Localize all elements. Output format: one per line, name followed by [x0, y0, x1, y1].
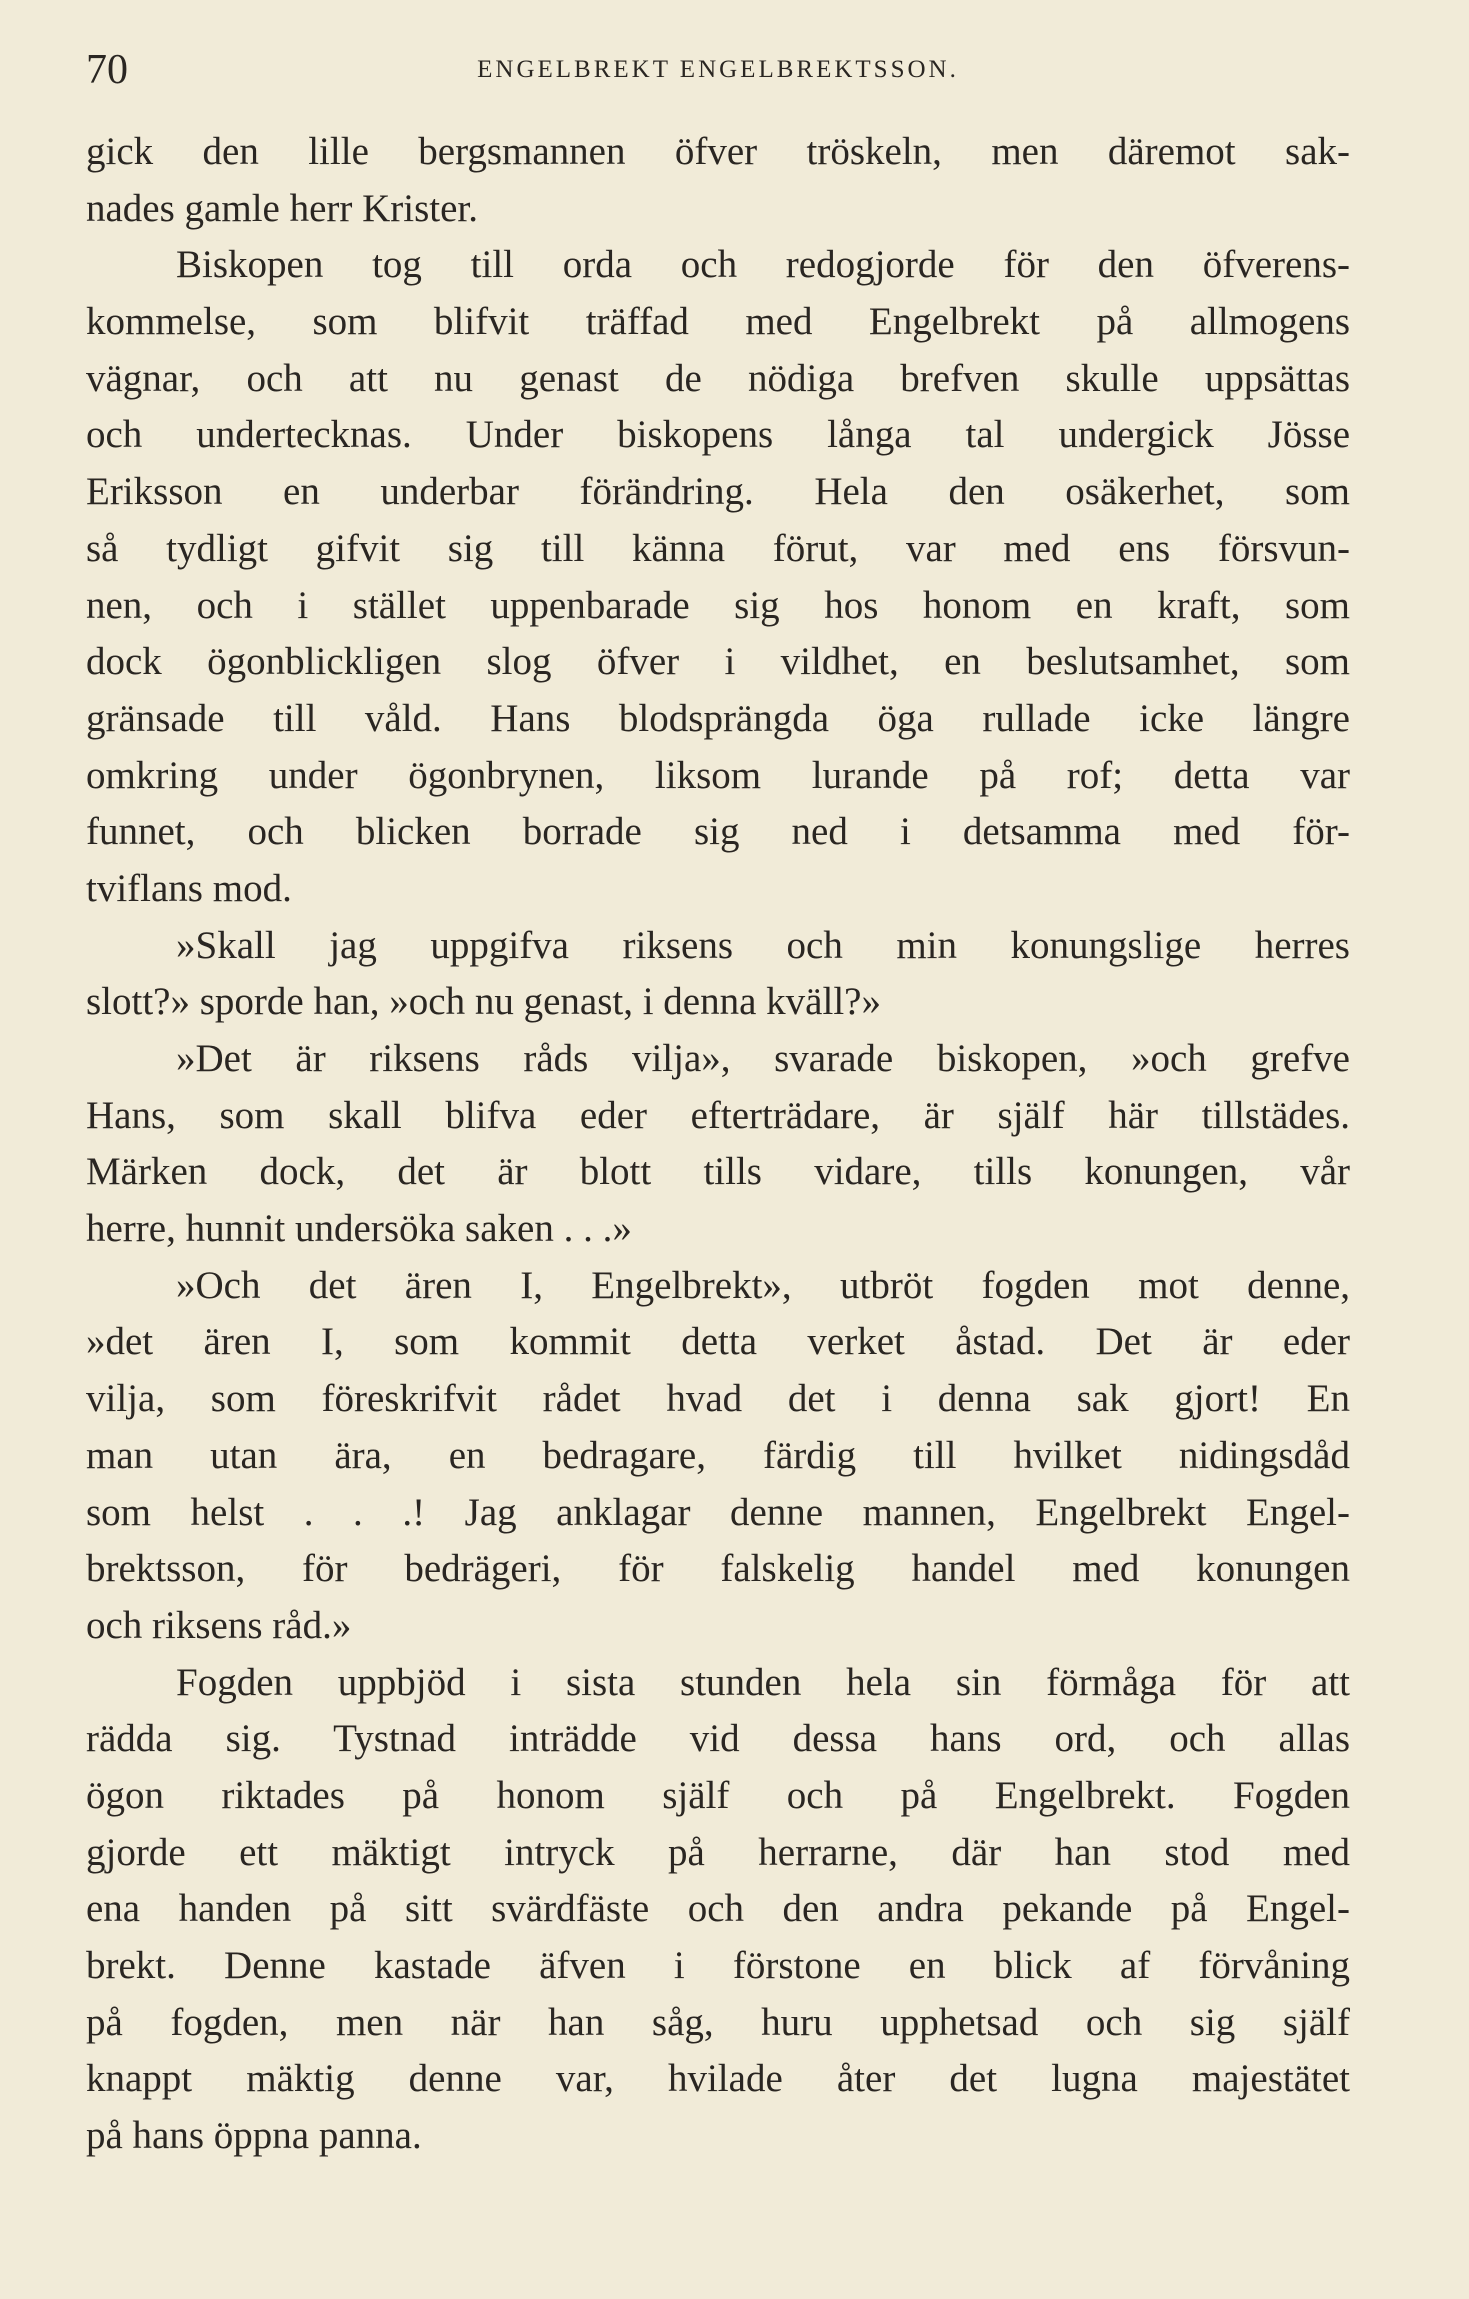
text-line: ena handen på sitt svärdfäste och den andra pekande på Engel- [86, 1887, 1350, 1931]
text-line: nen, och i stället uppenbarade sig hos honom en kraft, som [86, 583, 1350, 627]
text-line: Fogden uppbjöd i sista stunden hela sin förmåga för att [176, 1660, 1350, 1704]
text-line: som helst . . .! Jag anklagar denne mannen, Engelbrekt Engel- [86, 1490, 1350, 1534]
text-line: tviflans mod. [86, 866, 292, 910]
text-line: slott?» sporde han, »och nu genast, i denna kväll?» [86, 980, 881, 1024]
text-line: Hans, som skall blifva eder efterträdare, är själf här tillstädes. [86, 1093, 1350, 1137]
text-line: rädda sig. Tystnad inträdde vid dessa hans ord, och allas [86, 1717, 1350, 1761]
text-line: ögon riktades på honom själf och på Engelbrekt. Fogden [86, 1773, 1350, 1817]
text-line: och riksens råd.» [86, 1603, 352, 1647]
text-line: nades gamle herr Krister. [86, 186, 479, 230]
text-line: Biskopen tog till orda och redogjorde för den öfverens- [176, 243, 1350, 287]
text-line: Eriksson en underbar förändring. Hela den osäkerhet, som [86, 470, 1350, 514]
text-line: vilja, som föreskrifvit rådet hvad det i denna sak gjort! En [86, 1377, 1350, 1421]
text-line: funnet, och blicken borrade sig ned i detsamma med för- [86, 810, 1350, 854]
text-line: omkring under ögonbrynen, liksom lurande på rof; detta var [86, 753, 1350, 797]
text-line: och undertecknas. Under biskopens långa tal undergick Jösse [86, 413, 1350, 457]
page-header [86, 40, 1350, 100]
text-line: vägnar, och att nu genast de nödiga brefven skulle uppsättas [86, 356, 1350, 400]
text-line: brekt. Denne kastade äfven i förstone en blick af förvåning [86, 1944, 1350, 1987]
text-line: så tydligt gifvit sig till känna förut, var med ens försvun- [86, 526, 1350, 570]
text-line: herre, hunnit undersöka saken . . .» [86, 1207, 632, 1251]
body-text [86, 124, 1350, 2165]
text-line: »Och det ären I, Engelbrekt», utbröt fogden mot denne, [176, 1263, 1350, 1307]
text-line: »det ären I, som kommit detta verket åstad. Det är eder [86, 1320, 1350, 1364]
text-line: på fogden, men när han såg, huru upphetsad och sig själf [86, 2000, 1350, 2044]
text-line: på hans öppna panna. [86, 2114, 422, 2158]
text-line: man utan ära, en bedragare, färdig till hvilket nidingsdåd [86, 1433, 1350, 1477]
text-line: brektsson, för bedrägeri, för falskelig handel med konungen [86, 1547, 1350, 1591]
running-title: ENGELBREKT ENGELBREKTSSON. [477, 56, 959, 83]
text-line: knappt mäktig denne var, hvilade åter det lugna majestätet [86, 2057, 1350, 2101]
text-line: gick den lille bergsmannen öfver tröskeln, men däremot sak- [86, 130, 1350, 173]
text-line: dock ögonblickligen slog öfver i vildhet, en beslutsamhet, som [86, 640, 1350, 684]
page-number: 70 [86, 47, 128, 93]
text-line: Märken dock, det är blott tills vidare, tills konungen, vår [86, 1150, 1350, 1194]
text-line: kommelse, som blifvit träffad med Engelbrekt på allmogens [86, 300, 1350, 344]
text-line: gränsade till våld. Hans blodsprängda öga rullade icke längre [86, 696, 1350, 740]
text-line: »Skall jag uppgifva riksens och min konungslige herres [176, 923, 1350, 967]
text-line: »Det är riksens råds vilja», svarade biskopen, »och grefve [176, 1037, 1350, 1080]
text-line: gjorde ett mäktigt intryck på herrarne, där han stod med [86, 1830, 1350, 1874]
